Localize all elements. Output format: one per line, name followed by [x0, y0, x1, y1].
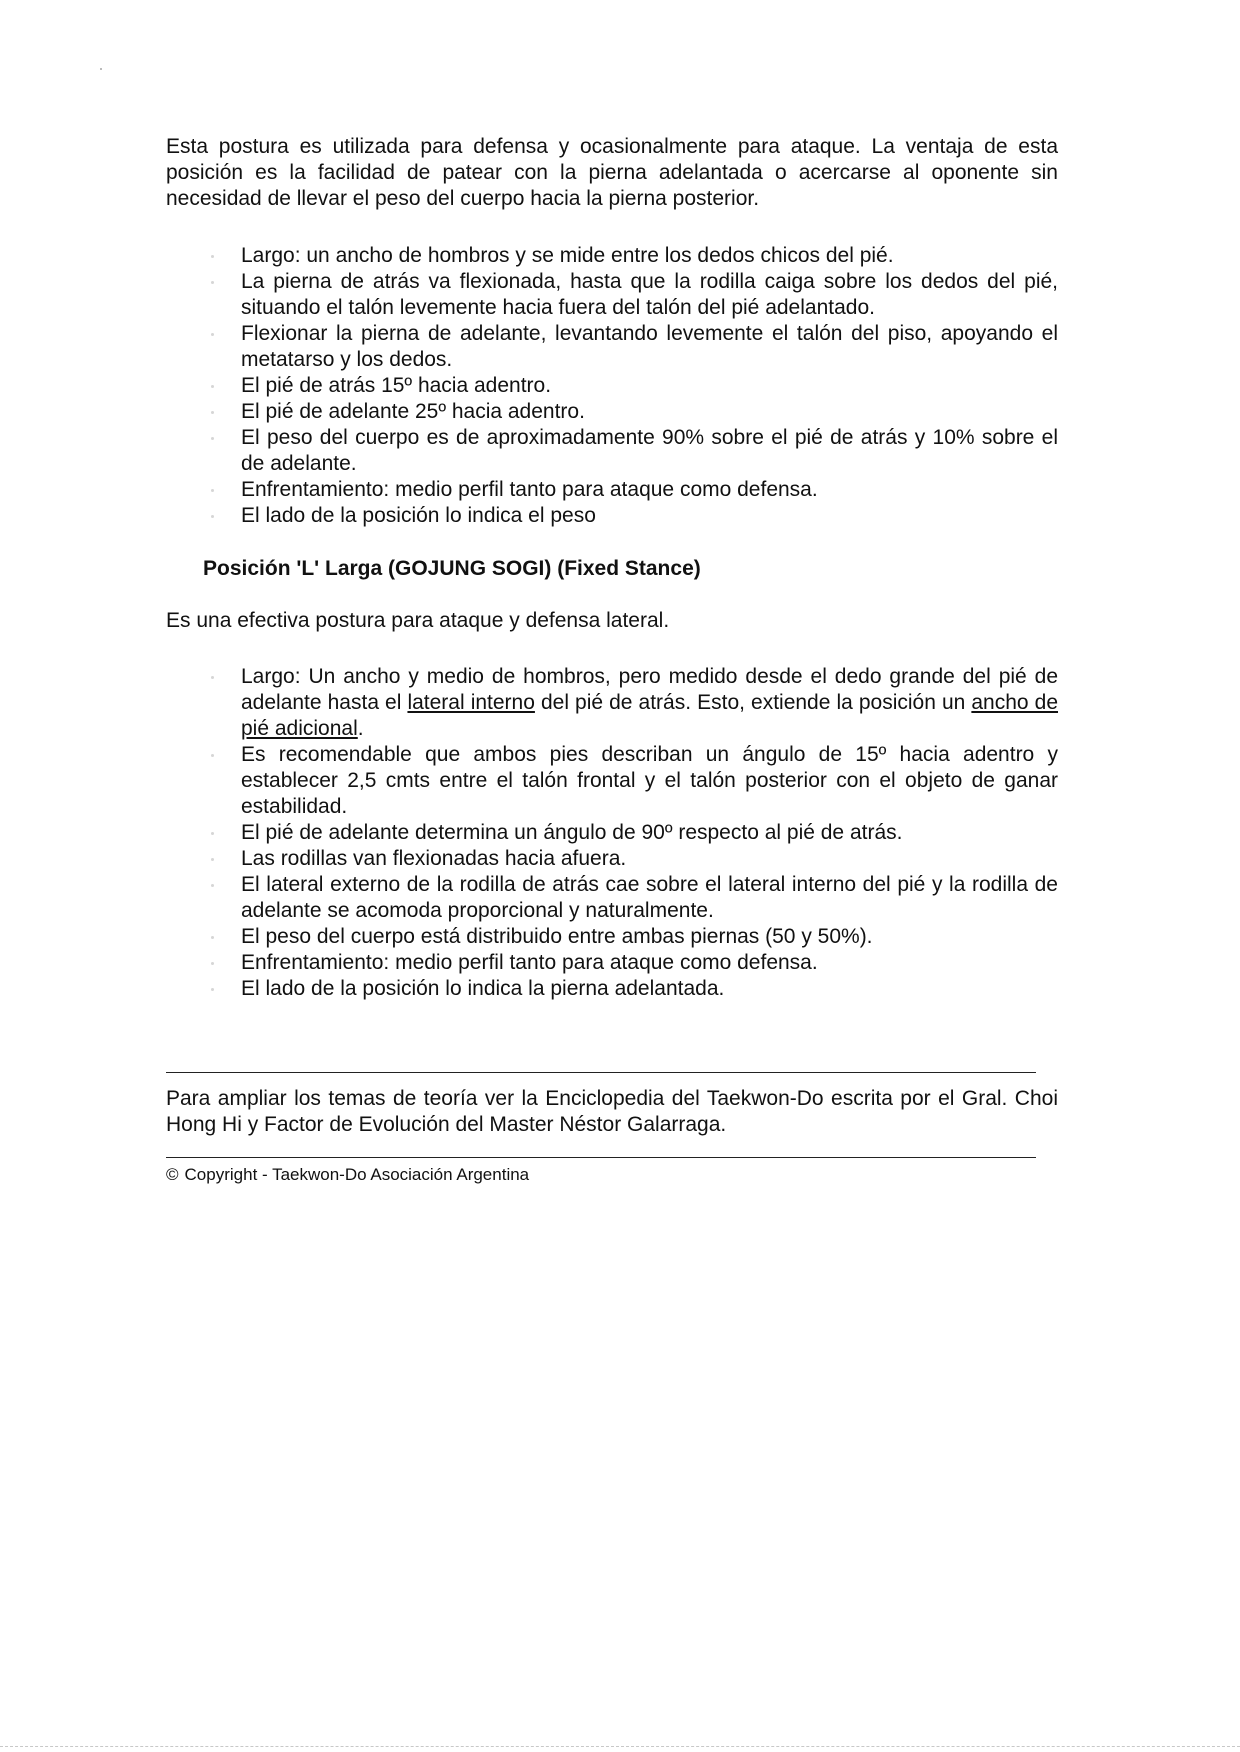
list-item: Enfrentamiento: medio perfil tanto para ataque como defensa.	[241, 950, 1058, 976]
underlined-term: lateral interno	[407, 691, 535, 714]
section-heading: Posición 'L' Larga (GOJUNG SOGI) (Fixed Stance)	[203, 557, 701, 580]
list-item-text: del pié de atrás. Esto, extiende la posición un	[534, 691, 972, 714]
list-item: El lado de la posición lo indica el peso	[241, 503, 1058, 529]
copyright-line	[166, 1164, 529, 1186]
list-item: Flexionar la pierna de adelante, levantando levemente el talón del piso, apoyando el metatarso y los dedos.	[241, 322, 1058, 371]
footer-divider-bottom	[166, 1157, 1036, 1158]
list-item: Es recomendable que ambos pies describan un ángulo de 15º hacia adentro y establecer 2,5 cmts entre el talón frontal y el talón posterior con el objeto de ganar estabilidad.	[241, 743, 1058, 818]
copyright-text: Copyright - Taekwon-Do Asociación Argentina	[184, 1165, 530, 1184]
list-item: El peso del cuerpo está distribuido entre ambas piernas (50 y 50%).	[241, 924, 1058, 950]
list-item: El lado de la posición lo indica la pierna adelantada.	[241, 976, 1058, 1002]
copyright-icon: ©	[166, 1165, 179, 1184]
list-item	[241, 664, 1058, 742]
stance-details-list	[241, 243, 1058, 529]
list-item: El pié de atrás 15º hacia adentro.	[241, 373, 1058, 399]
list-item: Las rodillas van flexionadas hacia afuera.	[241, 846, 1058, 872]
scan-speck	[100, 68, 102, 70]
list-item: Largo: un ancho de hombros y se mide entre los dedos chicos del pié.	[241, 243, 1058, 269]
list-item: El pié de adelante 25º hacia adentro.	[241, 399, 1058, 425]
list-item: El peso del cuerpo es de aproximadamente 90% sobre el pié de atrás y 10% sobre el de adelante.	[241, 426, 1058, 475]
section-lead-paragraph: Es una efectiva postura para ataque y defensa lateral.	[166, 609, 670, 632]
list-item: Enfrentamiento: medio perfil tanto para ataque como defensa.	[241, 477, 1058, 503]
list-item-text: .	[357, 717, 364, 740]
footer-divider-top	[166, 1072, 1036, 1073]
list-item: La pierna de atrás va flexionada, hasta que la rodilla caiga sobre los dedos del pié, situando el talón levemente hacia fuera del talón del pié adelantado.	[241, 270, 1058, 319]
l-stance-details-list	[241, 664, 1058, 1002]
scan-edge-line	[0, 1746, 1240, 1747]
underlined-term: ancho de pié adicional	[241, 691, 1059, 740]
footer-note: Para ampliar los temas de teoría ver la Enciclopedia del Taekwon-Do escrita por el Gral. Choi Hong Hi y Factor de Evolución del Master Néstor Galarraga.	[166, 1087, 1058, 1136]
intro-paragraph: Esta postura es utilizada para defensa y ocasionalmente para ataque. La ventaja de esta posición es la facilidad de patear con la pierna adelantada o acercarse al oponente sin necesidad de llevar el peso del cuerpo hacia la pierna posterior.	[166, 135, 1058, 210]
list-item: El lateral externo de la rodilla de atrás cae sobre el lateral interno del pié y la rodilla de adelante se acomoda proporcional y naturalmente.	[241, 873, 1058, 922]
list-item: El pié de adelante determina un ángulo de 90º respecto al pié de atrás.	[241, 820, 1058, 846]
list-item-text: Largo: Un ancho y medio de hombros, pero medido desde el dedo grande del pié de adelante hasta el	[241, 665, 1058, 714]
